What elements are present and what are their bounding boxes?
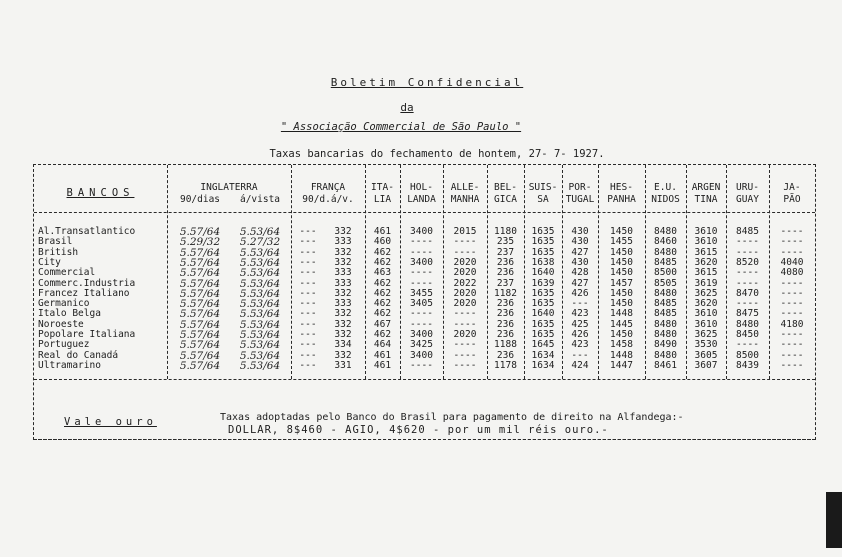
bank-name: City: [38, 256, 61, 268]
rate-cell: 3400: [410, 256, 433, 268]
rate-cell: 8460: [654, 236, 677, 248]
header-uruguay: URU- GUAY: [736, 182, 759, 205]
rate-cell: 8480: [654, 329, 677, 340]
rate-cell: 5.57/64: [179, 349, 221, 362]
bank-name: Germanico: [38, 298, 90, 310]
header-italia: ITA- LIA: [371, 182, 394, 205]
rate-cell: 5.57/64: [179, 226, 221, 238]
rate-cell: 5.57/64: [179, 298, 221, 311]
rate-cell: 5.57/64: [179, 339, 221, 352]
rate-cell: 333: [334, 267, 352, 279]
rate-cell: 5.53/64: [239, 287, 281, 300]
bank-name: Italo Belga: [38, 308, 101, 320]
rate-cell: 1635: [531, 329, 555, 340]
bank-name: Commerc.Industria: [38, 277, 136, 289]
rate-cell: 8480: [654, 287, 677, 299]
rate-cell: 3610: [694, 226, 718, 237]
rate-cell: 425: [571, 318, 589, 330]
rate-cell: 5.57/64: [179, 277, 221, 290]
rate-cell: 1640: [531, 267, 555, 279]
rate-cell: 8500: [654, 267, 677, 279]
dollar-rate-text: DOLLAR, 8$460 - AGIO, 4$620 - por um mil réis ouro.-: [228, 424, 609, 436]
association-name: " Associação Commercial de São Paulo ": [280, 121, 522, 133]
header-hespanha: HES- PANHA: [607, 182, 636, 205]
rate-cell: 462: [373, 277, 392, 289]
rate-cell: 8470: [736, 287, 759, 299]
rate-cell: ----: [780, 359, 804, 371]
header-eunidos: E.U. NIDOS: [651, 182, 680, 205]
rate-cell: 3610: [694, 308, 718, 320]
rate-cell: 3425: [410, 339, 433, 351]
rate-cell: 5.53/64: [239, 246, 281, 259]
rate-cell: 8450: [736, 329, 759, 340]
rate-cell: 2020: [453, 256, 477, 268]
rate-cell: 462: [373, 308, 392, 320]
rate-cell: 1450: [610, 246, 633, 258]
header-suissa: SUIS- SA: [528, 182, 558, 205]
rate-cell: 8439: [736, 359, 759, 371]
rate-cell: 1457: [610, 277, 633, 289]
rate-cell: 1635: [531, 226, 555, 237]
rate-cell: 236: [496, 256, 515, 268]
rate-cell: 333: [334, 236, 352, 248]
rate-cell: 236: [496, 308, 515, 320]
rate-cell: ----: [736, 246, 759, 258]
rate-cell: ---: [299, 236, 317, 248]
rate-cell: ---: [299, 267, 317, 279]
table-row: [34, 237, 815, 247]
rate-cell: 8480: [654, 349, 677, 361]
bank-name: British: [38, 246, 79, 258]
rate-cell: ----: [780, 329, 804, 340]
bank-name: Real do Canadá: [38, 349, 119, 361]
rate-cell: 427: [571, 246, 589, 258]
rate-cell: 4080: [780, 267, 804, 279]
rate-cell: 236: [496, 318, 515, 330]
rate-cell: 3530: [694, 339, 718, 351]
bank-name: Commercial: [38, 267, 96, 279]
rate-cell: 236: [496, 349, 515, 361]
rate-cell: 5.53/64: [239, 318, 281, 331]
rate-cell: 3400: [410, 329, 433, 340]
rate-cell: 236: [496, 329, 515, 340]
rate-cell: 461: [373, 226, 392, 237]
rate-cell: 1635: [531, 318, 555, 330]
header-holanda: HOL- LANDA: [407, 182, 436, 205]
header-inglaterra-vista: á/vista: [239, 194, 281, 205]
rate-cell: 4040: [780, 256, 804, 268]
rate-cell: ---: [299, 359, 317, 371]
rate-cell: ----: [780, 246, 804, 258]
rate-cell: ---: [571, 298, 589, 310]
rate-cell: ----: [453, 339, 477, 351]
rate-cell: 8485: [654, 256, 677, 268]
rate-cell: 1634: [531, 359, 555, 371]
rate-cell: ----: [453, 349, 477, 361]
rate-cell: 8490: [654, 339, 677, 351]
rate-cell: ----: [453, 236, 477, 248]
rate-cell: 8485: [736, 226, 759, 237]
table-row: [34, 309, 815, 319]
rates-table: [33, 164, 816, 440]
rate-cell: 8475: [736, 308, 759, 320]
rate-cell: 5.27/32: [239, 236, 281, 249]
rate-cell: 332: [334, 318, 352, 330]
rate-cell: ----: [736, 267, 759, 279]
rate-cell: 8461: [654, 359, 677, 371]
rate-cell: ---: [299, 329, 317, 340]
rate-cell: 462: [373, 246, 392, 258]
rate-cell: 1458: [610, 339, 633, 351]
rate-cell: 5.29/32: [179, 236, 221, 249]
rate-cell: 1635: [531, 287, 555, 299]
rate-cell: 5.53/64: [239, 339, 281, 352]
rate-cell: 332: [334, 287, 352, 299]
rate-cell: 1634: [531, 349, 555, 361]
rate-cell: ---: [299, 287, 317, 299]
rate-cell: 5.53/64: [239, 329, 281, 341]
rate-cell: 2022: [453, 277, 477, 289]
rate-cell: 462: [373, 298, 392, 310]
rate-cell: 430: [571, 236, 589, 248]
rate-cell: ----: [453, 359, 477, 371]
rate-cell: 237: [496, 246, 515, 258]
rate-cell: 1450: [610, 267, 633, 279]
rate-cell: 331: [334, 359, 352, 371]
rate-cell: 1450: [610, 329, 633, 340]
rate-cell: 1638: [531, 256, 555, 268]
header-argentina: ARGEN TINA: [691, 182, 721, 205]
rate-cell: 430: [571, 256, 589, 268]
rate-cell: ----: [736, 339, 759, 351]
rate-cell: 333: [334, 298, 352, 310]
rate-cell: ---: [299, 277, 317, 289]
rate-cell: 3400: [410, 349, 433, 361]
page-edge-mark: [826, 492, 842, 548]
rate-cell: 427: [571, 277, 589, 289]
header-belgica: BEL- GICA: [494, 182, 517, 205]
rate-cell: 3405: [410, 298, 433, 310]
rate-cell: 1178: [494, 359, 517, 371]
rate-cell: ----: [780, 236, 804, 248]
rate-cell: 5.57/64: [179, 287, 221, 300]
rate-cell: 423: [571, 308, 589, 320]
rate-cell: 5.53/64: [239, 277, 281, 290]
rate-cell: ----: [780, 226, 804, 237]
rate-cell: ---: [571, 349, 589, 361]
rate-cell: 3455: [410, 287, 433, 299]
rate-cell: 1635: [531, 246, 555, 258]
rate-cell: ----: [736, 236, 759, 248]
rate-cell: 5.57/64: [179, 267, 221, 280]
rate-cell: 426: [571, 287, 589, 299]
header-portugal: POR- TUGAL: [565, 182, 595, 205]
rate-cell: 424: [571, 359, 589, 371]
rate-cell: ----: [410, 236, 433, 248]
rate-cell: 8480: [654, 226, 677, 237]
rate-cell: 463: [373, 267, 392, 279]
rate-cell: ----: [453, 318, 477, 330]
bank-name: Brasil: [38, 236, 73, 248]
rate-cell: 235: [496, 236, 515, 248]
rate-cell: 464: [373, 339, 392, 351]
rate-cell: 8500: [736, 349, 759, 361]
rate-cell: ---: [299, 226, 317, 237]
rate-cell: 8505: [654, 277, 677, 289]
rate-cell: 3625: [694, 329, 718, 340]
rate-cell: 1448: [610, 349, 633, 361]
rate-cell: 8480: [654, 246, 677, 258]
rate-cell: 3400: [410, 226, 433, 237]
rate-cell: 334: [334, 339, 352, 351]
rate-cell: 3605: [694, 349, 718, 361]
table-row: [34, 268, 815, 278]
rate-cell: ----: [410, 277, 433, 289]
rate-cell: 2020: [453, 267, 477, 279]
rate-cell: ---: [299, 318, 317, 330]
rate-cell: 1635: [531, 236, 555, 248]
header-allemanha: ALLE- MANHA: [450, 182, 480, 205]
header-divider: [34, 212, 815, 213]
table-row: [34, 361, 815, 371]
rate-cell: 332: [334, 308, 352, 320]
rate-cell: ----: [780, 308, 804, 320]
rate-cell: 5.53/64: [239, 267, 281, 280]
rate-cell: 237: [496, 277, 515, 289]
header-inglaterra: INGLATERRA: [200, 182, 258, 193]
rate-cell: 5.57/64: [179, 359, 221, 372]
rate-cell: 1182: [494, 287, 517, 299]
rate-cell: 333: [334, 277, 352, 289]
rate-cell: ----: [780, 349, 804, 361]
bank-name: Francez Italiano: [38, 287, 130, 299]
vale-ouro-label: Vale ouro: [64, 416, 157, 428]
rate-cell: 467: [373, 318, 392, 330]
rate-cell: 426: [571, 329, 589, 340]
rate-cell: 1639: [531, 277, 555, 289]
rate-cell: 8480: [654, 318, 677, 330]
bank-name: Noroeste: [38, 318, 84, 330]
rate-cell: 1450: [610, 298, 633, 310]
header-franca-sub: 90/d.á/v.: [302, 194, 354, 205]
bank-name: Ultramarino: [38, 359, 101, 371]
rate-cell: ----: [410, 359, 433, 371]
rate-cell: 5.57/64: [179, 329, 221, 341]
rate-cell: ----: [736, 277, 759, 289]
rate-cell: 430: [571, 226, 589, 237]
taxas-adoptadas-text: Taxas adoptadas pelo Banco do Brasil para pagamento de direito na Alfandega:-: [220, 412, 684, 423]
rate-cell: 423: [571, 339, 589, 351]
rate-cell: 3620: [694, 256, 718, 268]
rate-cell: ----: [453, 308, 477, 320]
rate-cell: ---: [299, 349, 317, 361]
rate-cell: ---: [299, 256, 317, 268]
body-bottom-divider: [34, 379, 815, 380]
rate-cell: 332: [334, 349, 352, 361]
rate-cell: ----: [780, 339, 804, 351]
rate-cell: 8480: [736, 318, 759, 330]
rate-cell: 5.57/64: [179, 256, 221, 269]
rate-cell: 428: [571, 267, 589, 279]
rate-cell: ---: [299, 298, 317, 310]
rate-cell: 8485: [654, 308, 677, 320]
rate-cell: ----: [410, 308, 433, 320]
rate-cell: 236: [496, 267, 515, 279]
rate-cell: 1455: [610, 236, 633, 248]
rate-cell: 1445: [610, 318, 633, 330]
bank-name: Portuguez: [38, 339, 90, 351]
rate-cell: 3615: [694, 267, 718, 279]
rate-cell: 461: [373, 359, 392, 371]
rate-cell: 5.53/64: [239, 308, 281, 321]
rate-cell: 1188: [494, 339, 517, 351]
rate-cell: 462: [373, 287, 392, 299]
rate-cell: 8485: [654, 298, 677, 310]
document-title: Boletim Confidencial: [330, 76, 524, 89]
rate-cell: ----: [410, 246, 433, 258]
rate-cell: 1450: [610, 287, 633, 299]
rate-cell: 1180: [494, 226, 517, 237]
rate-cell: 332: [334, 226, 352, 237]
table-row: [34, 279, 815, 289]
rate-cell: ---: [299, 246, 317, 258]
rate-cell: 461: [373, 349, 392, 361]
rate-cell: 332: [334, 256, 352, 268]
rate-cell: 462: [373, 256, 392, 268]
rate-cell: 3615: [694, 246, 718, 258]
rate-cell: 332: [334, 246, 352, 258]
header-japao: JA- PÃO: [783, 182, 801, 205]
rate-cell: 2020: [453, 329, 477, 340]
rate-cell: 1640: [531, 308, 555, 320]
rate-cell: 8520: [736, 256, 759, 268]
rate-cell: 2015: [453, 226, 477, 237]
rate-cell: 332: [334, 329, 352, 340]
rate-cell: 5.53/64: [239, 359, 281, 372]
rate-cell: 236: [496, 298, 515, 310]
rate-cell: ----: [410, 318, 433, 330]
rate-cell: 2020: [453, 298, 477, 310]
rate-cell: 462: [373, 329, 392, 340]
rate-cell: 3620: [694, 298, 718, 310]
rate-cell: 1447: [610, 359, 633, 371]
rate-cell: 1645: [531, 339, 555, 351]
rate-cell: 3607: [694, 359, 718, 371]
rate-cell: ---: [299, 339, 317, 351]
bank-name: Al.Transatlantico: [38, 226, 136, 237]
rate-cell: 3610: [694, 318, 718, 330]
rate-cell: 5.53/64: [239, 349, 281, 362]
bank-name: Popolare Italiana: [38, 329, 136, 340]
rate-cell: 5.53/64: [239, 298, 281, 311]
rate-cell: 2020: [453, 287, 477, 299]
rate-cell: 5.57/64: [179, 318, 221, 331]
rate-cell: 5.53/64: [239, 256, 281, 269]
header-bancos: BANCOS: [66, 187, 135, 199]
rate-cell: 3625: [694, 287, 718, 299]
rate-cell: ---: [299, 308, 317, 320]
footer-divider: [34, 439, 815, 440]
rate-cell: ----: [410, 267, 433, 279]
rate-cell: ----: [780, 298, 804, 310]
rate-cell: 1450: [610, 256, 633, 268]
rate-cell: 4180: [780, 318, 804, 330]
document-da: da: [400, 101, 414, 114]
rate-cell: 5.57/64: [179, 246, 221, 259]
rate-cell: ----: [780, 277, 804, 289]
header-inglaterra-90: 90/dias: [179, 194, 221, 205]
rate-cell: ----: [453, 246, 477, 258]
header-franca: FRANÇA: [310, 182, 346, 193]
rate-cell: 5.53/64: [239, 226, 281, 238]
table-row: [34, 340, 815, 350]
rate-cell: ----: [736, 298, 759, 310]
rate-cell: 460: [373, 236, 392, 248]
rate-cell: 5.57/64: [179, 308, 221, 321]
rate-cell: 1448: [610, 308, 633, 320]
rates-subtitle: Taxas bancarias do fechamento de hontem, 27- 7- 1927.: [269, 148, 605, 160]
rate-cell: ----: [780, 287, 804, 299]
rate-cell: 1450: [610, 226, 633, 237]
rate-cell: 3619: [694, 277, 718, 289]
rate-cell: 1635: [531, 298, 555, 310]
rate-cell: 3610: [694, 236, 718, 248]
